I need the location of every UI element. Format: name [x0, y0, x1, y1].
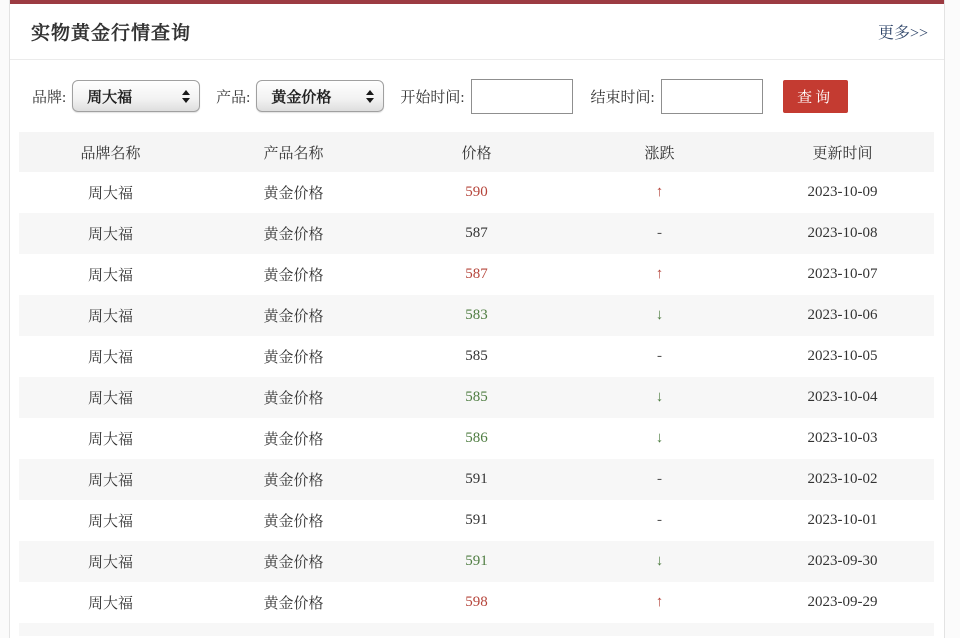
column-header: 品牌名称 — [80, 145, 141, 162]
more-link[interactable]: 更多>> — [877, 25, 928, 42]
table-row — [19, 418, 934, 459]
price-cell: 598 — [465, 594, 488, 610]
product-cell: 黄金价格 — [263, 268, 324, 284]
brand-cell: 周大福 — [87, 473, 133, 489]
brand-cell: 周大福 — [87, 391, 133, 407]
product-cell: 黄金价格 — [263, 350, 324, 366]
price-cell: 587 — [465, 225, 488, 241]
product-cell: 黄金价格 — [263, 596, 324, 612]
date-cell: 2023-10-07 — [807, 266, 878, 282]
table-row — [19, 377, 934, 418]
filter-bar — [10, 60, 944, 132]
product-cell: 黄金价格 — [263, 309, 324, 325]
chevron-down-icon — [182, 98, 190, 103]
price-cell: 591 — [465, 471, 488, 487]
column-header: 产品名称 — [263, 145, 324, 162]
price-table — [19, 132, 934, 623]
start-time-label: 开始时间: — [400, 89, 465, 106]
product-cell: 黄金价格 — [263, 227, 324, 243]
chevron-up-icon — [182, 90, 190, 95]
chevron-down-icon — [366, 98, 374, 103]
page-container — [9, 0, 945, 638]
start-time-input[interactable] — [471, 79, 573, 114]
product-cell: 黄金价格 — [263, 473, 324, 489]
trend-cell: ↓ — [655, 389, 664, 405]
brand-cell: 周大福 — [87, 514, 133, 530]
date-cell: 2023-09-29 — [807, 594, 878, 610]
trend-cell: ↑ — [655, 184, 664, 200]
trend-cell: ↓ — [655, 430, 664, 446]
brand-cell: 周大福 — [87, 227, 133, 243]
brand-select[interactable] — [72, 80, 200, 112]
date-cell: 2023-10-09 — [807, 184, 878, 200]
product-label: 产品: — [216, 89, 251, 106]
trend-cell: ↑ — [655, 594, 664, 610]
page-header — [10, 4, 944, 60]
price-cell: 591 — [465, 553, 488, 569]
date-cell: 2023-10-06 — [807, 307, 878, 323]
column-header: 价格 — [461, 145, 492, 162]
trend-cell: ↓ — [655, 553, 664, 569]
chevron-up-icon — [366, 90, 374, 95]
table-row — [19, 295, 934, 336]
table-header-row — [19, 132, 934, 172]
table-row — [19, 254, 934, 295]
price-cell: 590 — [465, 184, 488, 200]
table-row — [19, 459, 934, 500]
trend-cell: - — [657, 471, 662, 487]
date-cell: 2023-10-03 — [807, 430, 878, 446]
select-stepper-icon — [366, 90, 374, 103]
date-cell: 2023-10-02 — [807, 471, 878, 487]
table-row — [19, 500, 934, 541]
date-cell: 2023-10-08 — [807, 225, 878, 241]
page-title: 实物黄金行情查询 — [31, 23, 192, 44]
product-select-value: 黄金价格 — [271, 89, 332, 106]
price-cell: 586 — [465, 430, 488, 446]
price-cell: 587 — [465, 266, 488, 282]
table-row — [19, 582, 934, 623]
end-time-label: 结束时间: — [590, 89, 655, 106]
product-cell: 黄金价格 — [263, 391, 324, 407]
date-cell: 2023-10-05 — [807, 348, 878, 364]
price-cell: 585 — [465, 348, 488, 364]
partial-next-row — [19, 623, 934, 636]
table-body — [19, 172, 934, 623]
product-select[interactable] — [256, 80, 384, 112]
trend-cell: - — [657, 348, 662, 364]
product-cell: 黄金价格 — [263, 186, 324, 202]
brand-cell: 周大福 — [87, 309, 133, 325]
table-row — [19, 336, 934, 377]
search-button[interactable]: 查询 — [783, 80, 848, 113]
product-cell: 黄金价格 — [263, 514, 324, 530]
table-row — [19, 172, 934, 213]
end-time-input[interactable] — [661, 79, 763, 114]
price-cell: 585 — [465, 389, 488, 405]
price-cell: 583 — [465, 307, 488, 323]
trend-cell: ↑ — [655, 266, 664, 282]
date-cell: 2023-10-04 — [807, 389, 878, 405]
trend-cell: - — [657, 512, 662, 528]
price-cell: 591 — [465, 512, 488, 528]
table-row — [19, 213, 934, 254]
date-cell: 2023-10-01 — [807, 512, 878, 528]
brand-label: 品牌: — [32, 89, 67, 106]
column-header: 更新时间 — [812, 145, 873, 162]
brand-cell: 周大福 — [87, 268, 133, 284]
brand-cell: 周大福 — [87, 186, 133, 202]
product-cell: 黄金价格 — [263, 555, 324, 571]
brand-cell: 周大福 — [87, 555, 133, 571]
select-stepper-icon — [182, 90, 190, 103]
trend-cell: - — [657, 225, 662, 241]
trend-cell: ↓ — [655, 307, 664, 323]
brand-cell: 周大福 — [87, 432, 133, 448]
date-cell: 2023-09-30 — [807, 553, 878, 569]
column-header: 涨跌 — [644, 145, 675, 162]
table-row — [19, 541, 934, 582]
product-cell: 黄金价格 — [263, 432, 324, 448]
brand-cell: 周大福 — [87, 350, 133, 366]
brand-cell: 周大福 — [87, 596, 133, 612]
brand-select-value: 周大福 — [87, 89, 133, 106]
